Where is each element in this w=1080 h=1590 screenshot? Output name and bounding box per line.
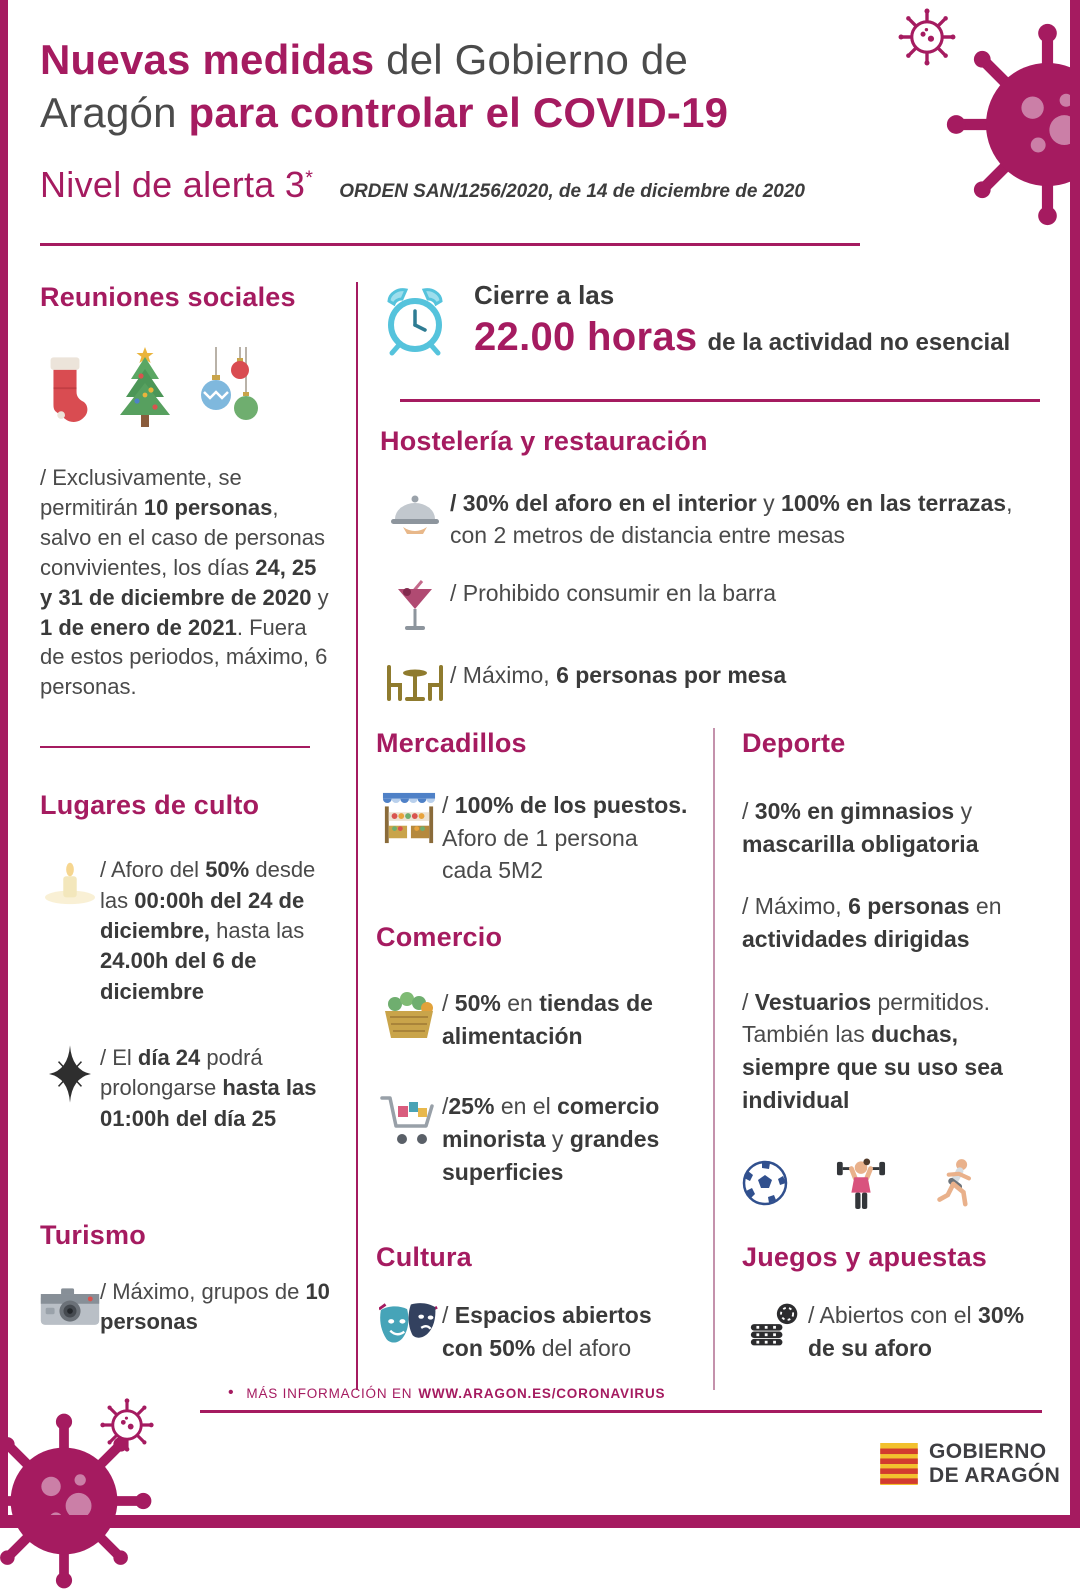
market-stall-icon [380, 791, 438, 845]
measure-item [40, 1277, 340, 1338]
juegos-title: Juegos y apuestas [742, 1242, 988, 1272]
alarm-clock-icon [382, 284, 448, 356]
frame-left-border [0, 0, 8, 1528]
measure-item [380, 577, 1056, 633]
measure-item [40, 1043, 340, 1134]
mercadillos-title: Mercadillos [376, 728, 527, 758]
star-icon [49, 1045, 91, 1103]
reuniones-title: Reuniones sociales [40, 282, 296, 312]
cultura-item: / Espacios abiertos con 50% del aforo [442, 1302, 652, 1361]
weightlifter-icon [836, 1156, 886, 1210]
icon-cell [742, 1299, 808, 1364]
cierre-line [474, 315, 1010, 360]
cocktail-icon [396, 579, 434, 633]
deporte-item-1: / 30% en gimnasios y mascarilla obligatoria [742, 798, 979, 857]
culto-item-1: / Aforo del 50% desde las 00:00h del 24 de diciembre, hasta las 24.00h del 6 de diciembre [100, 857, 316, 1004]
hosteleria-item-3: / Máximo, 6 personas por mesa [450, 662, 787, 689]
turismo-item: / Máximo, grupos de 10 personas [100, 1279, 330, 1335]
juegos-item: / Abiertos con el 30% de su aforo [808, 1302, 1025, 1361]
turismo-title: Turismo [40, 1220, 146, 1251]
measure-item [376, 1299, 698, 1364]
deporte-item-3: / Vestuarios permitidos. También las duchas, siempre que su uso sea individual [742, 988, 1003, 1113]
icon-cell [380, 659, 450, 703]
measure-item [376, 1090, 698, 1188]
icon-cell [380, 487, 450, 551]
header [40, 34, 885, 206]
logo-line1: GOBIERNO [929, 1440, 1047, 1463]
deporte-title: Deporte [742, 728, 846, 758]
poker-chips-icon [749, 1301, 801, 1349]
section-deporte [742, 728, 1044, 1210]
section-comercio [376, 922, 698, 1188]
section-hosteleria [380, 426, 1056, 703]
icon-cell [376, 1299, 442, 1364]
hosteleria-title: Hostelería y restauración [380, 426, 708, 456]
cloche-icon [387, 489, 443, 535]
comercio-item-2: /25% en el comercio minorista y grandes superficies [442, 1093, 660, 1185]
soccer-ball-icon [742, 1160, 788, 1206]
ornaments-icon [200, 347, 258, 431]
virus-solid-icon [945, 22, 1080, 227]
frame-bottom-border [0, 1515, 1080, 1528]
vertical-divider [713, 728, 715, 1390]
measure-item [376, 987, 698, 1052]
runner-icon [934, 1157, 980, 1209]
candle-icon [42, 857, 98, 907]
coronavirus-url-link[interactable]: WWW.ARAGON.ES/CORONAVIRUS [418, 1385, 666, 1401]
hosteleria-item-1: / 30% del aforo en el interior y 100% en las terrazas, con 2 metros de distancia entre mesas [450, 490, 1013, 549]
measure-item [742, 1299, 1044, 1364]
icon-cell [380, 577, 450, 633]
divider [40, 746, 310, 748]
icon-cell [40, 1043, 100, 1134]
culto-item-2: / El día 24 podrá prolongarse hasta las 01:00h del día 25 [100, 1045, 317, 1131]
comercio-title: Comercio [376, 922, 503, 952]
section-reuniones-sociales [40, 282, 340, 702]
logo-text [929, 1440, 1060, 1487]
header-divider [40, 243, 860, 246]
mercadillos-item: / 100% de los puestos. Aforo de 1 persona cada 5M2 [442, 792, 688, 884]
cierre-lead: Cierre a las [474, 280, 615, 310]
section-juegos-apuestas [742, 1242, 1044, 1364]
alert-row [40, 164, 885, 206]
sport-icons-row [742, 1156, 1044, 1210]
measure-item [380, 659, 1056, 703]
alert-asterisk: * [305, 166, 314, 189]
measure-item [376, 789, 698, 887]
bullet: • [228, 1384, 235, 1401]
closing-time: 22.00 horas [474, 315, 698, 359]
camera-icon [40, 1283, 100, 1331]
left-column [40, 282, 340, 1338]
alert-level-label [40, 164, 313, 206]
aragon-flag-icon [880, 1443, 918, 1485]
virus-solid-icon [0, 1412, 153, 1590]
more-info-label: MÁS INFORMACIÓN EN [246, 1385, 413, 1401]
vertical-divider [356, 282, 358, 1390]
theater-masks-icon [379, 1301, 439, 1351]
section-lugares-de-culto [40, 790, 340, 1134]
icon-cell [40, 855, 100, 1007]
table-chairs-icon [384, 661, 446, 703]
section-mercadillos [376, 728, 698, 887]
stocking-icon [40, 353, 90, 431]
icon-cell [376, 789, 442, 887]
measure-item [380, 487, 1056, 551]
order-reference: ORDEN SAN/1256/2020, de 14 de diciembre de 2020 [339, 180, 805, 202]
divider [400, 399, 1040, 402]
icon-cell [40, 1283, 100, 1331]
gobierno-aragon-logo [880, 1440, 1060, 1487]
grocery-basket-icon [381, 989, 437, 1041]
reuniones-body: / Exclusivamente, se permitirán 10 personas, salvo en el caso de personas convivientes, los días 24, 25 y 31 de diciembre de 2020 y 1 de enero de 2021. Fuera de estos periodos, máximo, 6 personas. [40, 465, 329, 700]
footer-info [228, 1384, 665, 1402]
page-title: Nuevas medidas del Gobierno de Aragón para controlar el COVID-19 [40, 36, 729, 136]
alert-level-text: Nivel de alerta 3 [40, 163, 306, 205]
logo-line2: DE ARAGÓN [929, 1463, 1061, 1487]
section-cierre [382, 280, 1052, 360]
cierre-tail: de la actividad no esencial [707, 329, 1011, 356]
frame-right-border [1070, 0, 1080, 1528]
section-turismo [40, 1220, 340, 1338]
christmas-tree-icon [112, 343, 178, 431]
section-cultura [376, 1242, 698, 1364]
icon-cell [376, 1090, 442, 1188]
culto-title: Lugares de culto [40, 790, 260, 821]
christmas-decorations [40, 339, 340, 431]
shopping-cart-icon [380, 1092, 438, 1148]
hosteleria-item-2: / Prohibido consumir en la barra [450, 580, 776, 607]
measure-item [40, 855, 340, 1007]
footer-divider [200, 1410, 1042, 1413]
icon-cell [376, 987, 442, 1052]
cierre-text [474, 280, 1010, 360]
cultura-title: Cultura [376, 1242, 472, 1272]
comercio-item-1: / 50% en tiendas de alimentación [442, 990, 653, 1049]
deporte-item-2: / Máximo, 6 personas en actividades dirigidas [742, 893, 1002, 952]
